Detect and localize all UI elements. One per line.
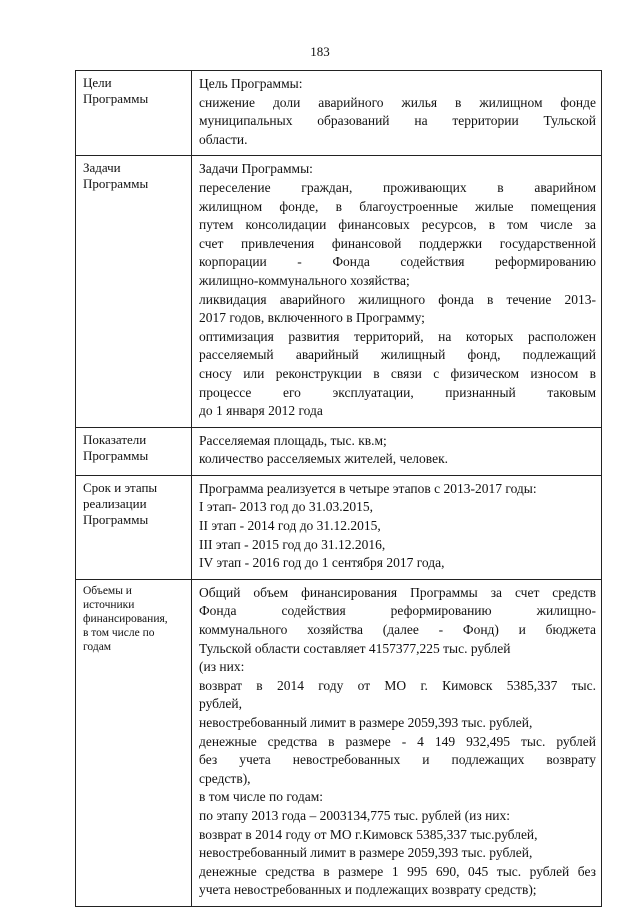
content-line: Программа реализуется в четыре этапов с 2013-2017 годы:: [199, 480, 537, 496]
row-label-line: Цели: [83, 75, 112, 90]
content-line: оптимизация развития территорий, на которых расположен: [199, 328, 596, 344]
row-content-cell: [192, 71, 602, 156]
funding-row: [76, 579, 602, 906]
content-line: путем консолидации финансовых ресурсов, в том числе за: [199, 217, 596, 233]
content-line: счет привлечения финансовой поддержки государственной: [199, 235, 596, 251]
program-passport-table: [75, 70, 602, 907]
row-content-cell: [192, 427, 602, 475]
row-label-cell: [76, 579, 192, 906]
row-label-line: Программы: [83, 511, 149, 527]
indicators-row: [76, 427, 602, 475]
row-label-line: Программы: [83, 447, 149, 463]
content-line: по этапу 2013 года – 2003134,775 тыс. рублей (из них:: [199, 807, 511, 823]
row-label-line: Задачи: [83, 160, 121, 176]
content-line: учета невостребованных и подлежащих возврату средств);: [199, 882, 537, 898]
row-label-line: финансирования,: [83, 612, 168, 625]
content-line: жилищно-коммунального хозяйства;: [199, 272, 410, 288]
content-line: процессе его эксплуатации, признанный таковым: [199, 384, 596, 400]
row-label-line: годам: [83, 640, 112, 653]
content-line: Тульской области составляет 4157377,225 тыс. рублей: [199, 640, 511, 656]
content-line: Общий объем финансирования Программы за счет средств: [199, 584, 596, 600]
row-content-cell: [192, 475, 602, 579]
content-line: возврат в 2014 году от МО г.Кимовск 5385,337 тыс.рублей,: [199, 826, 538, 842]
content-line: I этап- 2013 год до 31.03.2015,: [199, 499, 373, 515]
row-content-cell: [192, 156, 602, 427]
row-content-cell: [192, 579, 602, 906]
content-line: сносу или реконструкции в связи с физическом износом в: [199, 365, 596, 381]
content-line: II этап - 2014 год до 31.12.2015,: [199, 518, 381, 534]
row-label-line: Срок и этапы: [83, 479, 158, 495]
row-label-cell: [76, 475, 192, 579]
row-label-line: Объемы и: [83, 584, 132, 597]
content-line: расселяемый аварийный жилищный фонд, подлежащий: [199, 347, 596, 363]
content-line: 2017 годов, включенного в Программу;: [199, 310, 425, 326]
row-label-cell: [76, 156, 192, 427]
row-label-cell: [76, 71, 192, 156]
content-line: денежные средства в размере 1 995 690, 045 тыс. рублей без: [199, 863, 596, 879]
terms-row: [76, 475, 602, 579]
content-line: до 1 января 2012 года: [199, 403, 323, 419]
row-label-line: Показатели: [83, 431, 147, 447]
tasks-row: [76, 156, 602, 427]
row-label-line: в том числе по: [83, 626, 155, 639]
content-line: снижение доли аварийного жилья в жилищном фонде: [199, 94, 596, 110]
content-line: корпорации - Фонда содействия реформированию: [199, 254, 596, 270]
content-line: области.: [199, 131, 248, 147]
page-number: 183: [310, 44, 330, 59]
content-line: Фонда содействия реформированию жилищно-: [199, 603, 596, 619]
content-line: ликвидация аварийного жилищного фонда в течение 2013-: [199, 291, 596, 307]
content-line: возврат в 2014 году от МО г. Кимовск 5385,337 тыс.: [199, 677, 596, 693]
content-line: невостребованный лимит в размере 2059,393 тыс. рублей,: [199, 715, 533, 730]
row-label-cell: [76, 427, 192, 475]
content-line: рублей,: [199, 696, 243, 712]
row-label-line: источники: [83, 598, 135, 611]
content-line: количество расселяемых жителей, человек.: [199, 451, 449, 467]
content-line: жилищном фонде, в благоустроенные жилые помещения: [199, 198, 596, 214]
content-line: невостребованный лимит в размере 2059,393 тыс. рублей,: [199, 845, 533, 861]
content-line: Расселяемая площадь, тыс. кв.м;: [199, 432, 387, 448]
row-label-line: Программы: [83, 91, 149, 106]
goals-row: [76, 71, 602, 156]
content-line: средств),: [199, 770, 251, 786]
content-line: IV этап - 2016 год до 1 сентября 2017 года,: [199, 555, 445, 571]
content-line: коммунального хозяйства (далее - Фонд) и бюджета: [199, 622, 596, 638]
row-label-line: реализации: [83, 495, 147, 511]
content-line: III этап - 2015 год до 31.12.2016,: [199, 536, 386, 552]
content-line: без учета невостребованных и подлежащих возврату: [199, 752, 596, 768]
content-line: в том числе по годам:: [199, 789, 324, 805]
content-line: переселение граждан, проживающих в аварийном: [199, 179, 596, 195]
content-line: (из них:: [199, 659, 245, 675]
content-line: муниципальных образований на территории Тульской: [199, 113, 596, 129]
content-line: Задачи Программы:: [199, 161, 313, 177]
row-label-line: Программы: [83, 176, 149, 192]
content-line: Цель Программы:: [199, 76, 303, 91]
content-line: денежные средства в размере - 4 149 932,495 тыс. рублей: [199, 733, 596, 749]
